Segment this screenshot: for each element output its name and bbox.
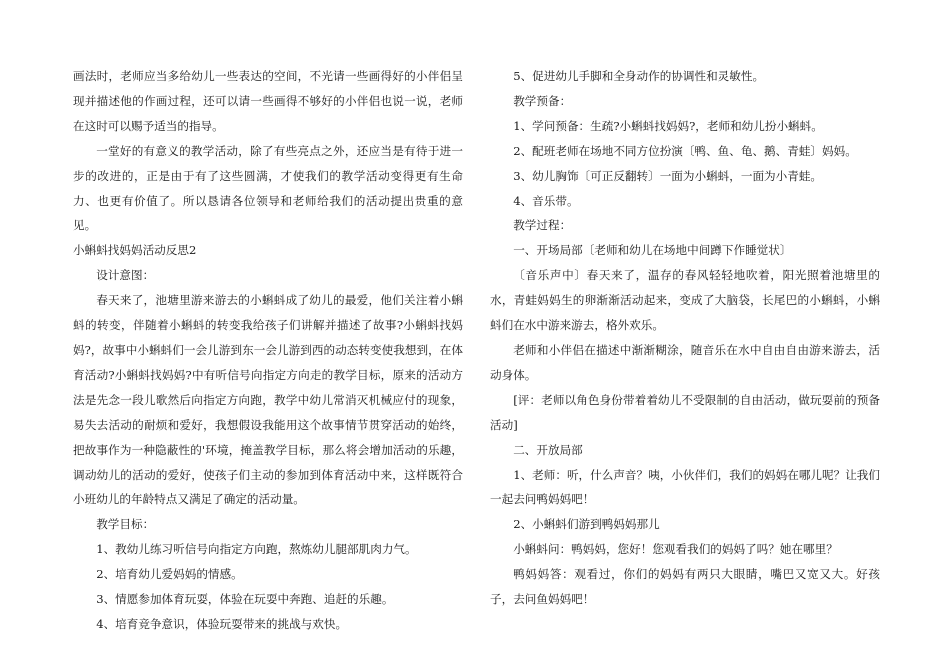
paragraph: [评：老师以角色身份带着着幼儿不受限制的自由活动，做玩耍前的预备活动] (490, 392, 880, 432)
paragraph: 1、老师：听，什么声音？咦，小伙伴们，我们的妈妈在哪儿呢？让我们一起去问鸭妈妈吧！ (490, 467, 880, 507)
paragraph: 二、开放局部 (513, 442, 583, 457)
list-item: 2、配班老师在场地不同方位扮演〔鸭、鱼、龟、鹅、青蛙〕妈妈。 (513, 143, 857, 158)
list-item: 3、情愿参加体育玩耍，体验在玩耍中奔跑、追赶的乐趣。 (96, 592, 394, 607)
list-item: 4、培育竞争意识，体验玩耍带来的挑战与欢快。 (96, 616, 348, 631)
section-heading: 小蝌蚪找妈妈活动反思2 (73, 243, 197, 258)
paragraph: 设计意图： (96, 268, 155, 283)
paragraph: 老师和小伴侣在描述中渐渐糊涂，随音乐在水中自由自由游来游去，活动身体。 (490, 342, 880, 382)
right-column (490, 64, 880, 612)
list-item: 5、促进幼儿手脚和全身动作的协调性和灵敏性。 (513, 69, 765, 83)
list-item: 4、音乐带。 (513, 193, 579, 208)
list-item: 3、幼儿胸饰〔可正反翻转〕一面为小蝌蚪，一面为小青蛙。 (513, 168, 823, 183)
paragraph: 一、开场局部〔老师和幼儿在场地中间蹲下作睡觉状〕 (513, 243, 792, 258)
paragraph: 画法时，老师应当多给幼儿一些表达的空间，不光请一些画得好的小伴侣呈现并描述他的作画过程，还可以请一些画得不够好的小伴侣也说一说，老师在这时可以赐予适当的指导。 (73, 69, 463, 133)
paragraph: 教学过程： (513, 218, 572, 233)
list-item: 2、培育幼儿爱妈妈的情感。 (96, 567, 243, 582)
paragraph: 〔音乐声中〕春天来了，温存的春风轻轻地吹着，阳光照着池塘里的水，青蛙妈妈生的卵渐渐活动起来，变成了大脑袋，长尾巴的小蝌蚪，小蝌蚪们在水中游来游去，格外欢乐。 (490, 268, 880, 333)
list-item: 1、教幼儿练习听信号向指定方向跑，熬炼幼儿腿部肌肉力气。 (96, 542, 417, 557)
paragraph: 2、小蝌蚪们游到鸭妈妈那儿 (513, 517, 660, 532)
paragraph: 小蝌蚪问：鸭妈妈，您好！您观看我们的妈妈了吗？她在哪里？ (513, 542, 838, 557)
paragraph: 教学预备： (513, 93, 572, 108)
paragraph: 一堂好的有意义的教学活动，除了有些亮点之外，还应当是有待于进一步的改进的，正是由于有了这些圆满，才使我们的教学活动变得更有生命力、也更有价值了。所以恳请各位领导和老师给我们的活动提出贵重的意见。 (73, 143, 463, 233)
left-column (73, 64, 463, 637)
paragraph: 春天来了，池塘里游来游去的小蝌蚪成了幼儿的最爱，他们关注着小蝌蚪的转变，伴随着小蝌蚪的转变我给孩子们讲解并描述了故事?小蝌蚪找妈妈?，故事中小蝌蚪们一会儿游到东一会儿游到西的动态转变使我想到，在体育活动?小蝌蚪找妈妈?中有听信号向指定方向走的教学目标，原来的活动方法是先念一段儿歌然后向指定方向跑，教学中幼儿常消灭机械应付的现象，易失去活动的耐烦和爱好，我想假设我能用这个故事情节贯穿活动的始终，把故事作为一种隐蔽性的'环境，掩盖教学目标，那么将会增加活动的乐趣，调动幼儿的活动的爱好，使孩子们主动的参加到体育活动中来，这样既符合小班幼儿的年龄特点又满足了确定的活动量。 (73, 293, 463, 507)
list-item: 1、学问预备：生疏?小蝌蚪找妈妈?，老师和幼儿扮小蝌蚪。 (513, 118, 823, 133)
paragraph: 鸭妈妈答：观看过，你们的妈妈有两只大眼睛，嘴巴又宽又大。好孩子，去问鱼妈妈吧！ (490, 567, 880, 607)
paragraph: 教学目标： (96, 517, 155, 532)
